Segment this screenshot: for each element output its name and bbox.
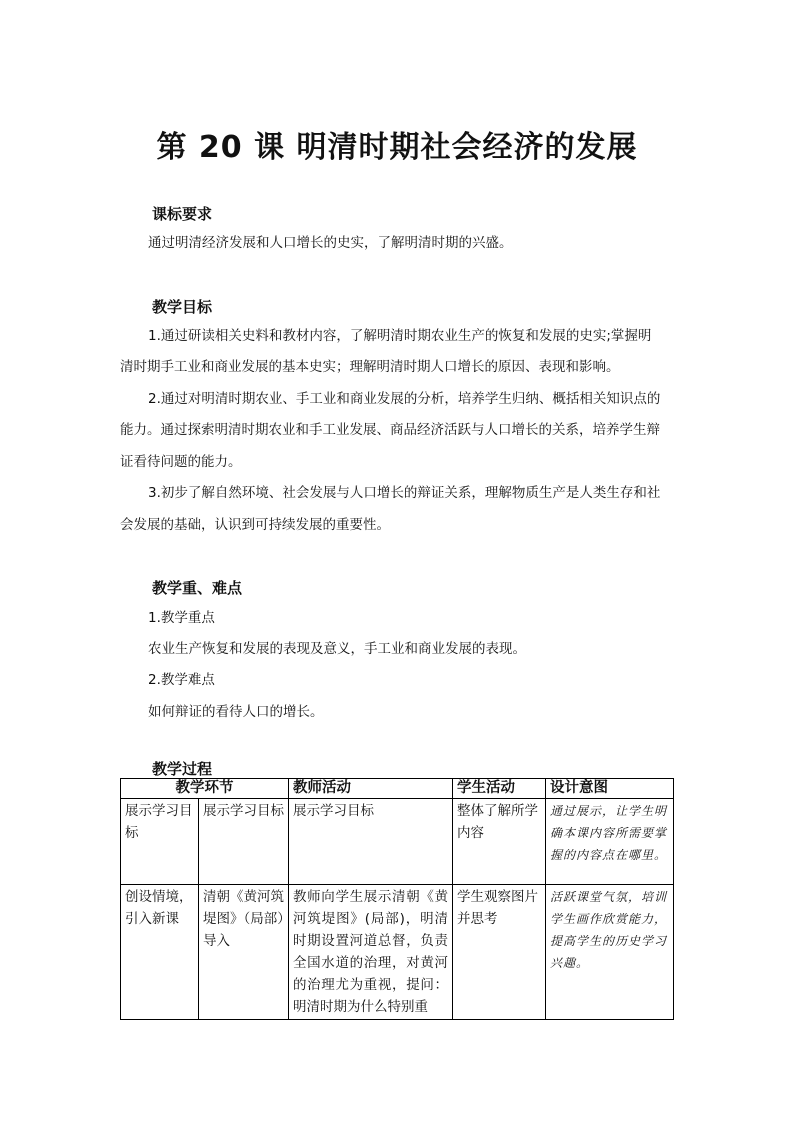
objective-line: 证看待问题的能力。 <box>120 454 242 470</box>
header-teaching-stage: 教学环节 <box>121 779 289 799</box>
key-points-heading: 教学重、难点 <box>152 579 243 597</box>
process-heading: 教学过程 <box>152 760 213 778</box>
stage-cell: 展示学习目标 <box>121 799 199 885</box>
header-student-activity: 学生活动 <box>453 779 546 799</box>
standard-heading: 课标要求 <box>152 205 213 223</box>
teaching-process-table <box>120 778 674 1020</box>
teacher-activity-cell: 教师向学生展示清朝《黄河筑堤图》(局部)，明清时期设置河道总督，负责全国水道的治理，对黄河的治理尤为重视，提问：明清时期为什么特别重 <box>289 885 453 1020</box>
design-intent-cell: 活跃课堂气氛，培训学生画作欣赏能力，提高学生的历史学习兴趣。 <box>546 885 674 1020</box>
table-header-row <box>121 779 674 799</box>
key-point-subheading: 1.教学重点 <box>148 610 215 626</box>
page-title: 第 20 课 明清时期社会经济的发展 <box>156 130 638 165</box>
student-activity-cell: 整体了解所学内容 <box>453 799 546 885</box>
student-activity-cell: 学生观察图片并思考 <box>453 885 546 1020</box>
design-intent-cell: 通过展示，让学生明确本课内容所需要掌握的内容点在哪里。 <box>546 799 674 885</box>
stage-cell: 创设情境，引入新课 <box>121 885 199 1020</box>
header-teacher-activity: 教师活动 <box>289 779 453 799</box>
objective-line: 3.初步了解自然环境、社会发展与人口增长的辩证关系，理解物质生产是人类生存和社 <box>148 485 661 501</box>
substage-cell: 展示学习目标 <box>199 799 289 885</box>
substage-cell: 清朝《黄河筑堤图》（局部）导入 <box>199 885 289 1020</box>
objective-line: 1.通过研读相关史料和教材内容，了解明清时期农业生产的恢复和发展的史实;掌握明 <box>148 328 652 344</box>
key-point-text: 农业生产恢复和发展的表现及意义，手工业和商业发展的表现。 <box>148 641 526 657</box>
difficulty-subheading: 2.教学难点 <box>148 672 215 688</box>
objective-line: 清时期手工业和商业发展的基本史实；理解明清时期人口增长的原因、表现和影响。 <box>120 359 620 375</box>
objectives-heading: 教学目标 <box>152 298 213 316</box>
objective-line: 会发展的基础，认识到可持续发展的重要性。 <box>120 517 390 533</box>
objective-line: 2.通过对明清时期农业、手工业和商业发展的分析，培养学生归纳、概括相关知识点的 <box>148 391 661 407</box>
objective-line: 能力。通过探索明清时期农业和手工业发展、商品经济活跃与人口增长的关系，培养学生辩 <box>120 422 660 438</box>
teacher-activity-cell: 展示学习目标 <box>289 799 453 885</box>
table-row <box>121 799 674 885</box>
standard-text: 通过明清经济发展和人口增长的史实，了解明清时期的兴盛。 <box>148 235 513 251</box>
table-row <box>121 885 674 1020</box>
header-design-intent: 设计意图 <box>546 779 674 799</box>
difficulty-text: 如何辩证的看待人口的增长。 <box>148 704 324 720</box>
